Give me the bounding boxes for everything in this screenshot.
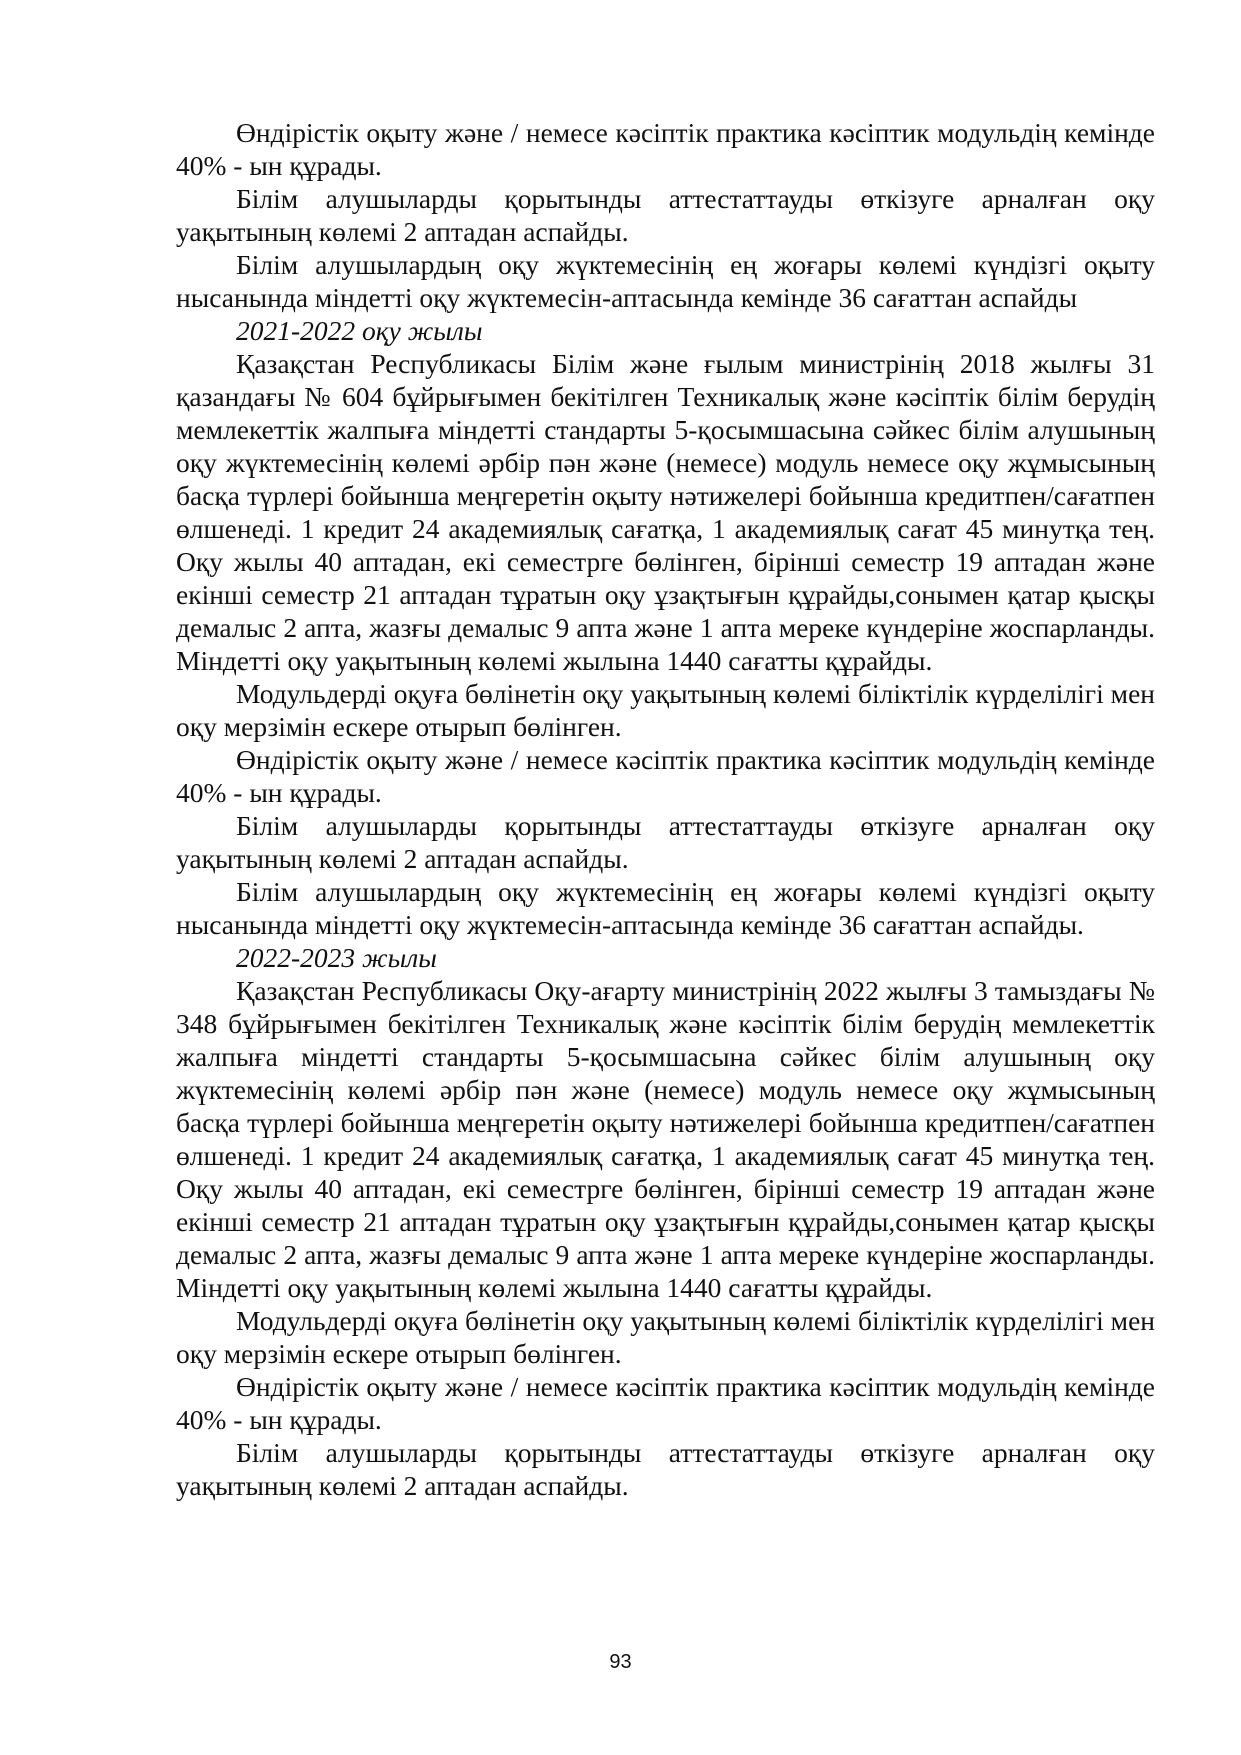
paragraph: Қазақстан Республикасы Білім және ғылым министрінің 2018 жылғы 31 қазандағы № 604 бұйрығымен бекітілген Техникалық және кәсіптік білім берудің мемлекеттік жалпыға міндетті стандарты 5-қосымшасына сәйкес білім алушының оқу жүктемесінің көлемі әрбір пән және (немесе) модуль немесе оқу жұмысының басқа түрлері бойынша меңгеретін оқыту нәтижелері бойынша кредитпен/сағатпен өлшенеді. 1 кредит 24 академиялық сағатқа, 1 академиялық сағат 45 минутқа тең. Оқу жылы 40 аптадан, екі семестрге бөлінген, бірінші семестр 19 аптадан және екінші семестр 21 аптадан тұратын оқу ұзақтығын құрайды,сонымен қатар қысқы демалыс 2 апта, жазғы демалыс 9 апта және 1 апта мереке күндеріне жоспарланды. Міндетті оқу уақытының көлемі жылына 1440 сағатты құрайды. [176,348,1155,676]
section-heading: 2021-2022 оқу жылы [236,315,483,346]
paragraph: Білім алушылардың оқу жүктемесінің ең жоғары көлемі күндізгі оқыту нысанында міндетті оқу жүктемесін-аптасында кемінде 36 сағаттан аспайды [176,249,1155,313]
paragraph: Өндірістік оқыту және / немесе кәсіптік практика кәсіптик модульдің кемінде 40% - ын құрады. [176,117,1155,181]
paragraph: Білім алушыларды қорытынды аттестаттауды өткізуге арналған оқу уақытының көлемі 2 аптадан аспайды. [176,1437,1155,1501]
paragraph: Білім алушыларды қорытынды аттестаттауды өткізуге арналған оқу уақытының көлемі 2 аптадан аспайды. [176,183,1155,247]
section-heading: 2022-2023 жылы [236,942,437,973]
paragraph: Білім алушыларды қорытынды аттестаттауды өткізуге арналған оқу уақытының көлемі 2 аптадан аспайды. [176,810,1155,874]
paragraph: Өндірістік оқыту және / немесе кәсіптік практика кәсіптик модульдің кемінде 40% - ын құрады. [176,744,1155,808]
document-page [176,116,1155,1502]
paragraph: Модульдерді оқуға бөлінетін оқу уақытының көлемі біліктілік күрделілігі мен оқу мерзімін ескере отырып бөлінген. [176,1305,1155,1369]
paragraph: Білім алушылардың оқу жүктемесінің ең жоғары көлемі күндізгі оқыту нысанында міндетті оқу жүктемесін-аптасында кемінде 36 сағаттан аспайды. [176,876,1155,940]
paragraph: Қазақстан Республикасы Оқу-ағарту министрінің 2022 жылғы 3 тамыздағы № 348 бұйрығымен бекітілген Техникалық және кәсіптік білім берудің мемлекеттік жалпыға міндетті стандарты 5-қосымшасына сәйкес білім алушының оқу жүктемесінің көлемі әрбір пән және (немесе) модуль немесе оқу жұмысының басқа түрлері бойынша меңгеретін оқыту нәтижелері бойынша кредитпен/сағатпен өлшенеді. 1 кредит 24 академиялық сағатқа, 1 академиялық сағат 45 минутқа тең. Оқу жылы 40 аптадан, екі семестрге бөлінген, бірінші семестр 19 аптадан және екінші семестр 21 аптадан тұратын оқу ұзақтығын құрайды,сонымен қатар қысқы демалыс 2 апта, жазғы демалыс 9 апта және 1 апта мереке күндеріне жоспарланды. Міндетті оқу уақытының көлемі жылына 1440 сағатты құрайды. [176,975,1155,1303]
page-number: 93 [609,1651,632,1673]
paragraph: Модульдерді оқуға бөлінетін оқу уақытының көлемі біліктілік күрделілігі мен оқу мерзімін ескере отырып бөлінген. [176,678,1155,742]
paragraph: Өндірістік оқыту және / немесе кәсіптік практика кәсіптик модульдің кемінде 40% - ын құрады. [176,1371,1155,1435]
